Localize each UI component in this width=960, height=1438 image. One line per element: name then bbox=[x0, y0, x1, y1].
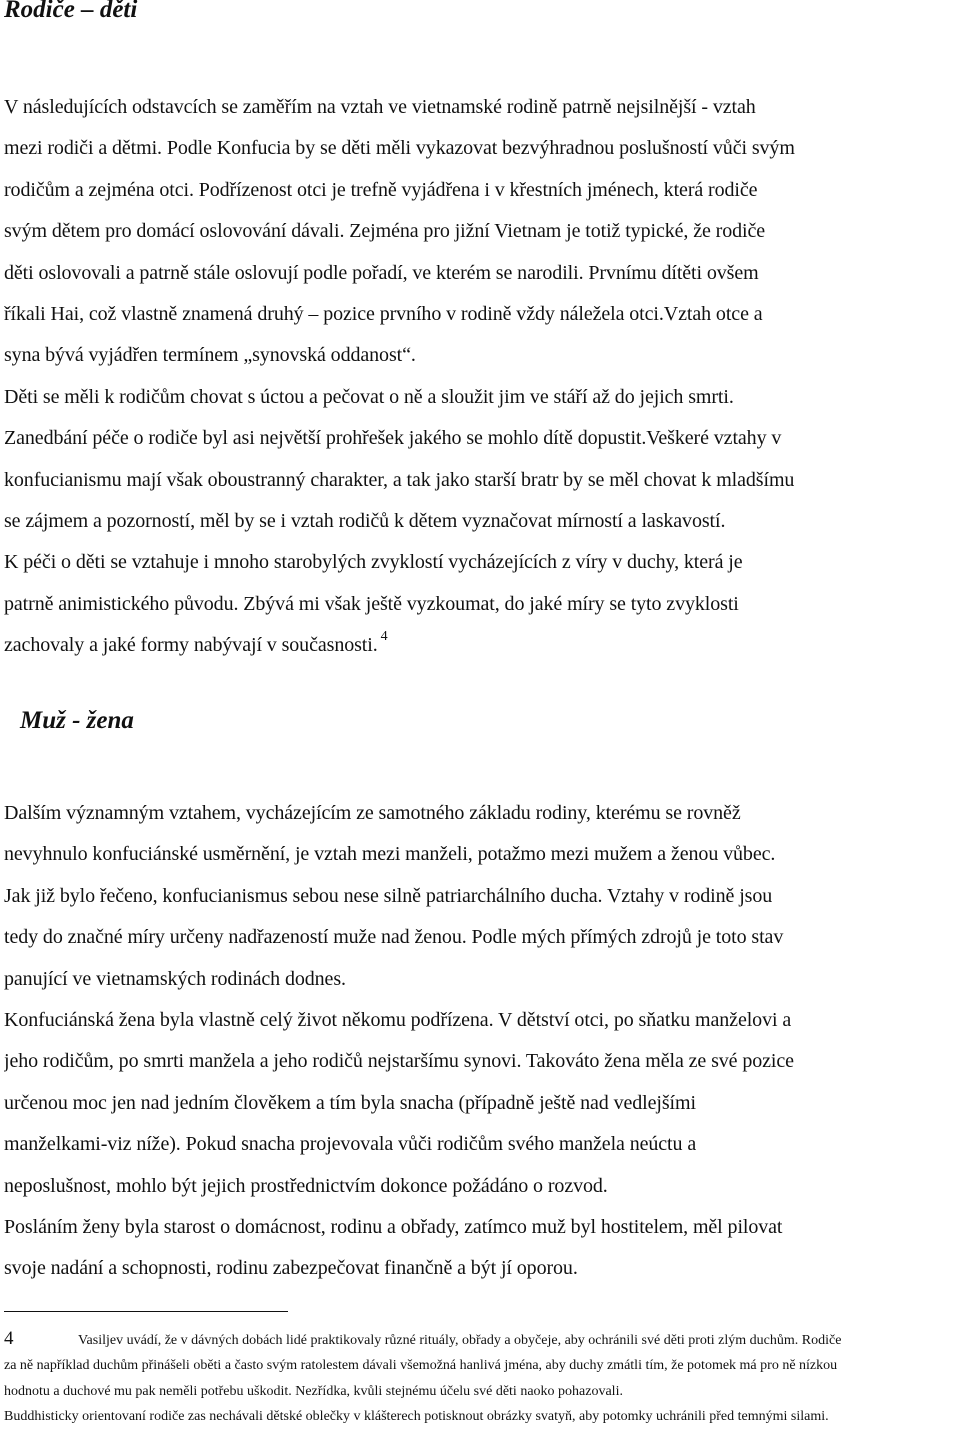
text-line: tedy do značné míry určeny nadřazeností muže nad ženou. Podle mých přímých zdrojů je toto stav bbox=[4, 926, 784, 949]
footnote-first-line bbox=[4, 1326, 960, 1353]
text-line: Děti se měli k rodičům chovat s úctou a pečovat o ně a sloužit jim ve stáří až do jejich smrti. bbox=[4, 385, 734, 408]
footnote-text-line: Vasiljev uvádí, že v dávných dobách lidé praktikovaly různé rituály, obřady a obyčeje, aby ochránili své děti proti zlým duchům. Rodiče bbox=[78, 1333, 842, 1348]
text-line: syna bývá vyjádřen termínem „synovská oddanost“. bbox=[4, 344, 416, 367]
text-line: děti oslovovali a patrně stále oslovují podle pořadí, ve kterém se narodili. Prvnímu dítěti ovšem bbox=[4, 261, 759, 284]
text-line: se zájmem a pozorností, měl by se i vztah rodičů k dětem vyznačovat mírností a laskavostí. bbox=[4, 510, 726, 533]
text-line: svým dětem pro domácí oslovování dávali. Zejména pro jižní Vietnam je totiž typické, že rodiče bbox=[4, 220, 766, 243]
text-line: určenou moc jen nad jedním člověkem a tím byla snacha (případně ještě nad vedlejšími bbox=[4, 1091, 696, 1114]
footnote-text-line: Buddhisticky orientovaní rodiče zas nechávali dětské oblečky v klášterech potisknout obrázky svatyň, aby potomky uchránili před temnými silami. bbox=[4, 1408, 829, 1424]
footnote bbox=[4, 1326, 960, 1429]
text-line: panující ve vietnamských rodinách dodnes. bbox=[4, 967, 346, 990]
text-line: svoje nadání a schopnosti, rodinu zabezpečovat finančně a být jí oporou. bbox=[4, 1257, 578, 1280]
section-parents-children-text bbox=[4, 87, 960, 669]
text-line: neposlušnost, mohlo být jejich prostřednictvím dokonce požádáno o rozvod. bbox=[4, 1174, 608, 1197]
text-line: manželkami-viz níže). Pokud snacha projevovala vůči rodičům svého manžela neúctu a bbox=[4, 1133, 697, 1156]
text-line: Konfuciánská žena byla vlastně celý život někomu podřízena. V dětství otci, po sňatku manželovi a bbox=[4, 1009, 792, 1032]
text-line: zachovaly a jaké formy nabývají v současnosti. bbox=[4, 634, 378, 657]
footnote-number: 4 bbox=[4, 1328, 14, 1349]
text-line: patrně animistického původu. Zbývá mi však ještě vyzkoumat, do jaké míry se tyto zvyklosti bbox=[4, 592, 739, 615]
text-line: konfucianismu mají však oboustranný charakter, a tak jako starší bratr by se měl chovat k mladšímu bbox=[4, 468, 795, 491]
text-line: Zanedbání péče o rodiče byl asi největší prohřešek jakého se mohlo dítě dopustit.Veškeré vztahy v bbox=[4, 427, 782, 450]
section-heading-man-woman: Muž - žena bbox=[20, 707, 134, 734]
text-line: nevyhnulo konfuciánské usměrnění, je vztah mezi manželi, potažmo mezi mužem a ženou vůbec. bbox=[4, 843, 776, 866]
footnote-separator bbox=[4, 1311, 288, 1312]
footnote-text-line: za ně například duchům přinášeli oběti a často svým ratolestem dávali všemožná hanlivá jména, aby duchy zmátli tím, že potomek má pro ně nízkou bbox=[4, 1358, 838, 1374]
text-line: jeho rodičům, po smrti manžela a jeho rodičů nejstaršímu synovi. Takováto žena měla ze své pozice bbox=[4, 1050, 794, 1073]
section-heading-parents-children: Rodiče – děti bbox=[4, 0, 138, 23]
text-line-with-footnote bbox=[4, 625, 960, 668]
text-line: Posláním ženy byla starost o domácnost, rodinu a obřady, zatímco muž byl hostitelem, měl pilovat bbox=[4, 1216, 783, 1239]
footnote-text-line: hodnotu a duchové mu pak neměli potřebu uškodit. Nezřídka, kvůli stejnému účelu své děti naoko pohazovali. bbox=[4, 1383, 623, 1399]
text-line: Jak již bylo řečeno, konfucianismus sebou nese silně patriarchálního ducha. Vztahy v rodině jsou bbox=[4, 884, 773, 907]
text-line: mezi rodiči a dětmi. Podle Konfucia by se děti měli vykazovat bezvýhradnou poslušností vůči svým bbox=[4, 137, 795, 160]
text-line: rodičům a zejména otci. Podřízenost otci je trefně vyjádřena i v křestních jménech, která rodiče bbox=[4, 178, 758, 201]
text-line: říkali Hai, což vlastně znamená druhý – pozice prvního v rodině vždy náležela otci.Vztah otce a bbox=[4, 303, 763, 326]
text-line: K péči o děti se vztahuje i mnoho starobylých zvyklostí vycházejících z víry v duchy, která je bbox=[4, 551, 743, 574]
text-line: V následujících odstavcích se zaměřím na vztah ve vietnamské rodině patrně nejsilnější - vztah bbox=[4, 96, 756, 118]
footnote-reference[interactable]: 4 bbox=[380, 629, 388, 645]
text-line: Dalším významným vztahem, vycházejícím ze samotného základu rodiny, kterému se rovněž bbox=[4, 802, 741, 824]
section-man-woman-text bbox=[4, 793, 960, 1290]
